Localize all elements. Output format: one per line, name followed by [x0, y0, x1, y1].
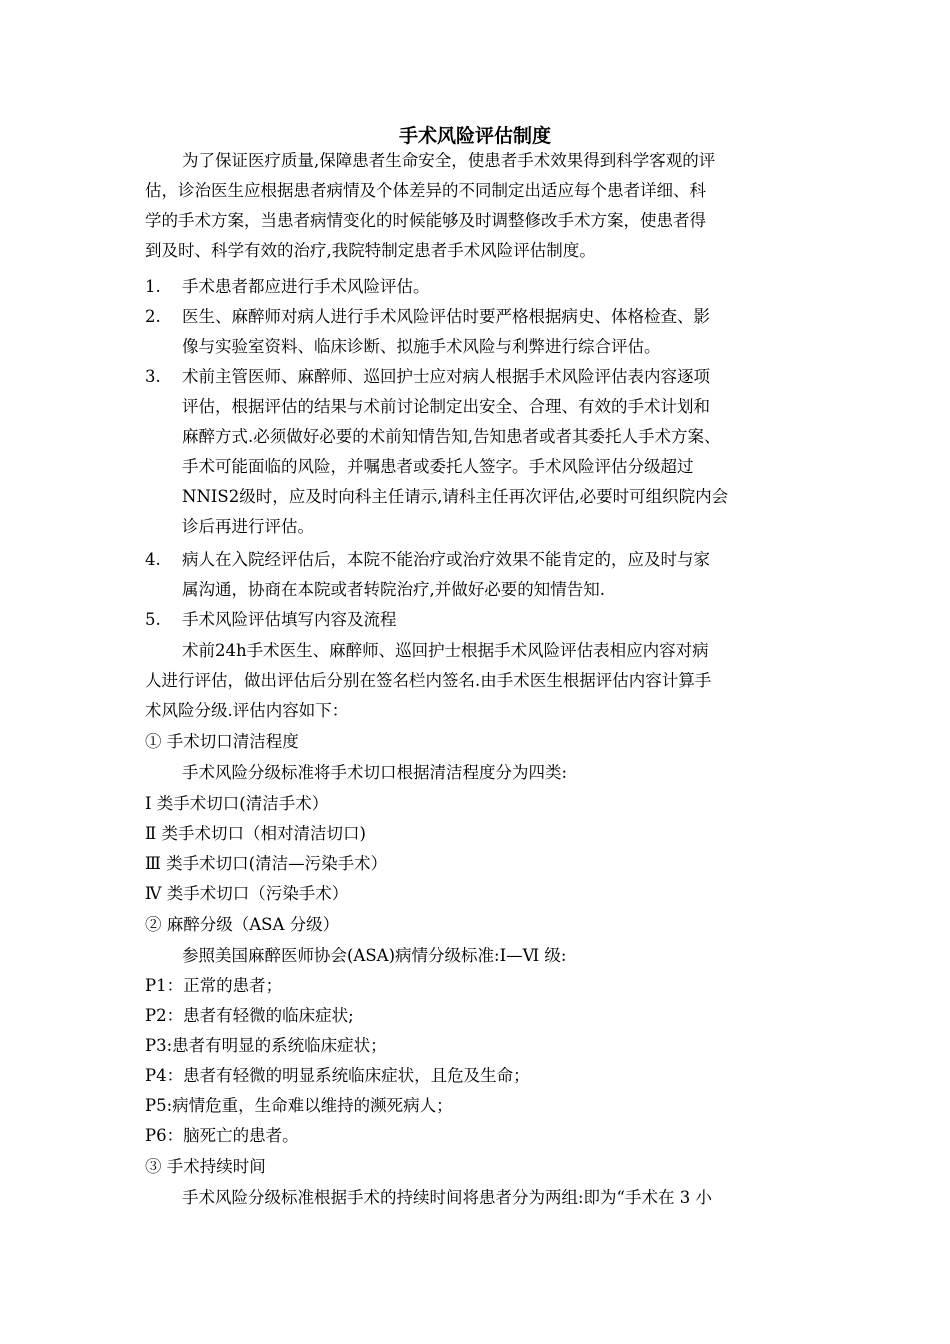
list-item: P6：脑死亡的患者。 — [145, 1126, 299, 1145]
item-line: 病人在入院经评估后，本院不能治疗或治疗效果不能肯定的，应及时与家 — [182, 550, 710, 569]
item-number: 1. — [145, 277, 161, 296]
section-desc: 手术风险分级标准将手术切口根据清洁程度分为四类: — [182, 763, 568, 782]
intro-line: 学的手术方案，当患者病情变化的时候能够及时调整修改手术方案，使患者得 — [145, 211, 706, 230]
section-heading: ① 手术切口清洁程度 — [145, 732, 299, 751]
item-line: 手术可能面临的风险，并嘱患者或委托人签字。手术风险评估分级超过 — [182, 457, 694, 476]
item-line: 医生、麻醉师对病人进行手术风险评估时要严格根据病史、体格检查、影 — [182, 307, 710, 326]
item-line: 术前主管医师、麻醉师、巡回护士应对病人根据手术风险评估表内容逐项 — [182, 367, 710, 386]
item-line: 像与实验室资料、临床诊断、拟施手术风险与利弊进行综合评估。 — [182, 337, 661, 356]
intro-line: 到及时、科学有效的治疗,我院特制定患者手术风险评估制度。 — [145, 241, 596, 260]
flow-line: 术前24h手术医生、麻醉师、巡回护士根据手术风险评估表相应内容对病 — [182, 641, 709, 660]
item-line: 手术患者都应进行手术风险评估。 — [182, 277, 430, 296]
item-number: 3. — [145, 367, 161, 386]
item-line: 麻醉方式.必须做好必要的术前知情告知,告知患者或者其委托人手术方案、 — [182, 427, 721, 446]
item-number: 2. — [145, 307, 161, 326]
list-item: P3:患者有明显的系统临床症状； — [145, 1036, 387, 1055]
item-line: 评估，根据评估的结果与术前讨论制定出安全、合理、有效的手术计划和 — [182, 397, 710, 416]
intro-line: 估，诊治医生应根据患者病情及个体差异的不同制定出适应每个患者详细、科 — [145, 181, 706, 200]
flow-line: 人进行评估，做出评估后分别在签名栏内签名.由手术医生根据评估内容计算手 — [145, 671, 712, 690]
list-item: P5:病情危重，生命难以维持的濒死病人； — [145, 1096, 453, 1115]
list-item: P1：正常的患者； — [145, 976, 283, 995]
section-heading: ③ 手术持续时间 — [145, 1157, 266, 1176]
item-line: 属沟通，协商在本院或者转院治疗,并做好必要的知情告知. — [182, 580, 605, 599]
section-desc: 手术风险分级标准根据手术的持续时间将患者分为两组:即为“手术在 3 小 — [182, 1188, 712, 1207]
section-desc: 参照美国麻醉医师协会(ASA)病情分级标准:I—Ⅵ 级: — [182, 946, 567, 965]
item-line: 手术风险评估填写内容及流程 — [182, 610, 397, 629]
list-item: Ⅰ 类手术切口(清洁手术） — [145, 794, 329, 813]
list-item: Ⅲ 类手术切口(清洁—污染手术） — [145, 854, 388, 873]
item-number: 5. — [145, 610, 161, 629]
list-item: Ⅱ 类手术切口（相对清洁切口) — [145, 824, 366, 843]
list-item: Ⅳ 类手术切口（污染手术） — [145, 884, 349, 903]
document-title: 手术风险评估制度 — [398, 125, 551, 147]
item-number: 4. — [145, 550, 161, 569]
intro-line: 为了保证医疗质量,保障患者生命安全，使患者手术效果得到科学客观的评 — [182, 151, 716, 170]
flow-line: 术风险分级.评估内容如下： — [145, 701, 349, 720]
item-line: 诊后再进行评估。 — [182, 517, 314, 536]
item-line: NNIS2级时，应及时向科主任请示,请科主任再次评估,必要时可组织院内会 — [182, 487, 729, 506]
list-item: P4：患者有轻微的明显系统临床症状，且危及生命； — [145, 1066, 530, 1085]
list-item: P2：患者有轻微的临床症状; — [145, 1006, 354, 1025]
section-heading: ② 麻醉分级（ASA 分级） — [145, 915, 340, 934]
